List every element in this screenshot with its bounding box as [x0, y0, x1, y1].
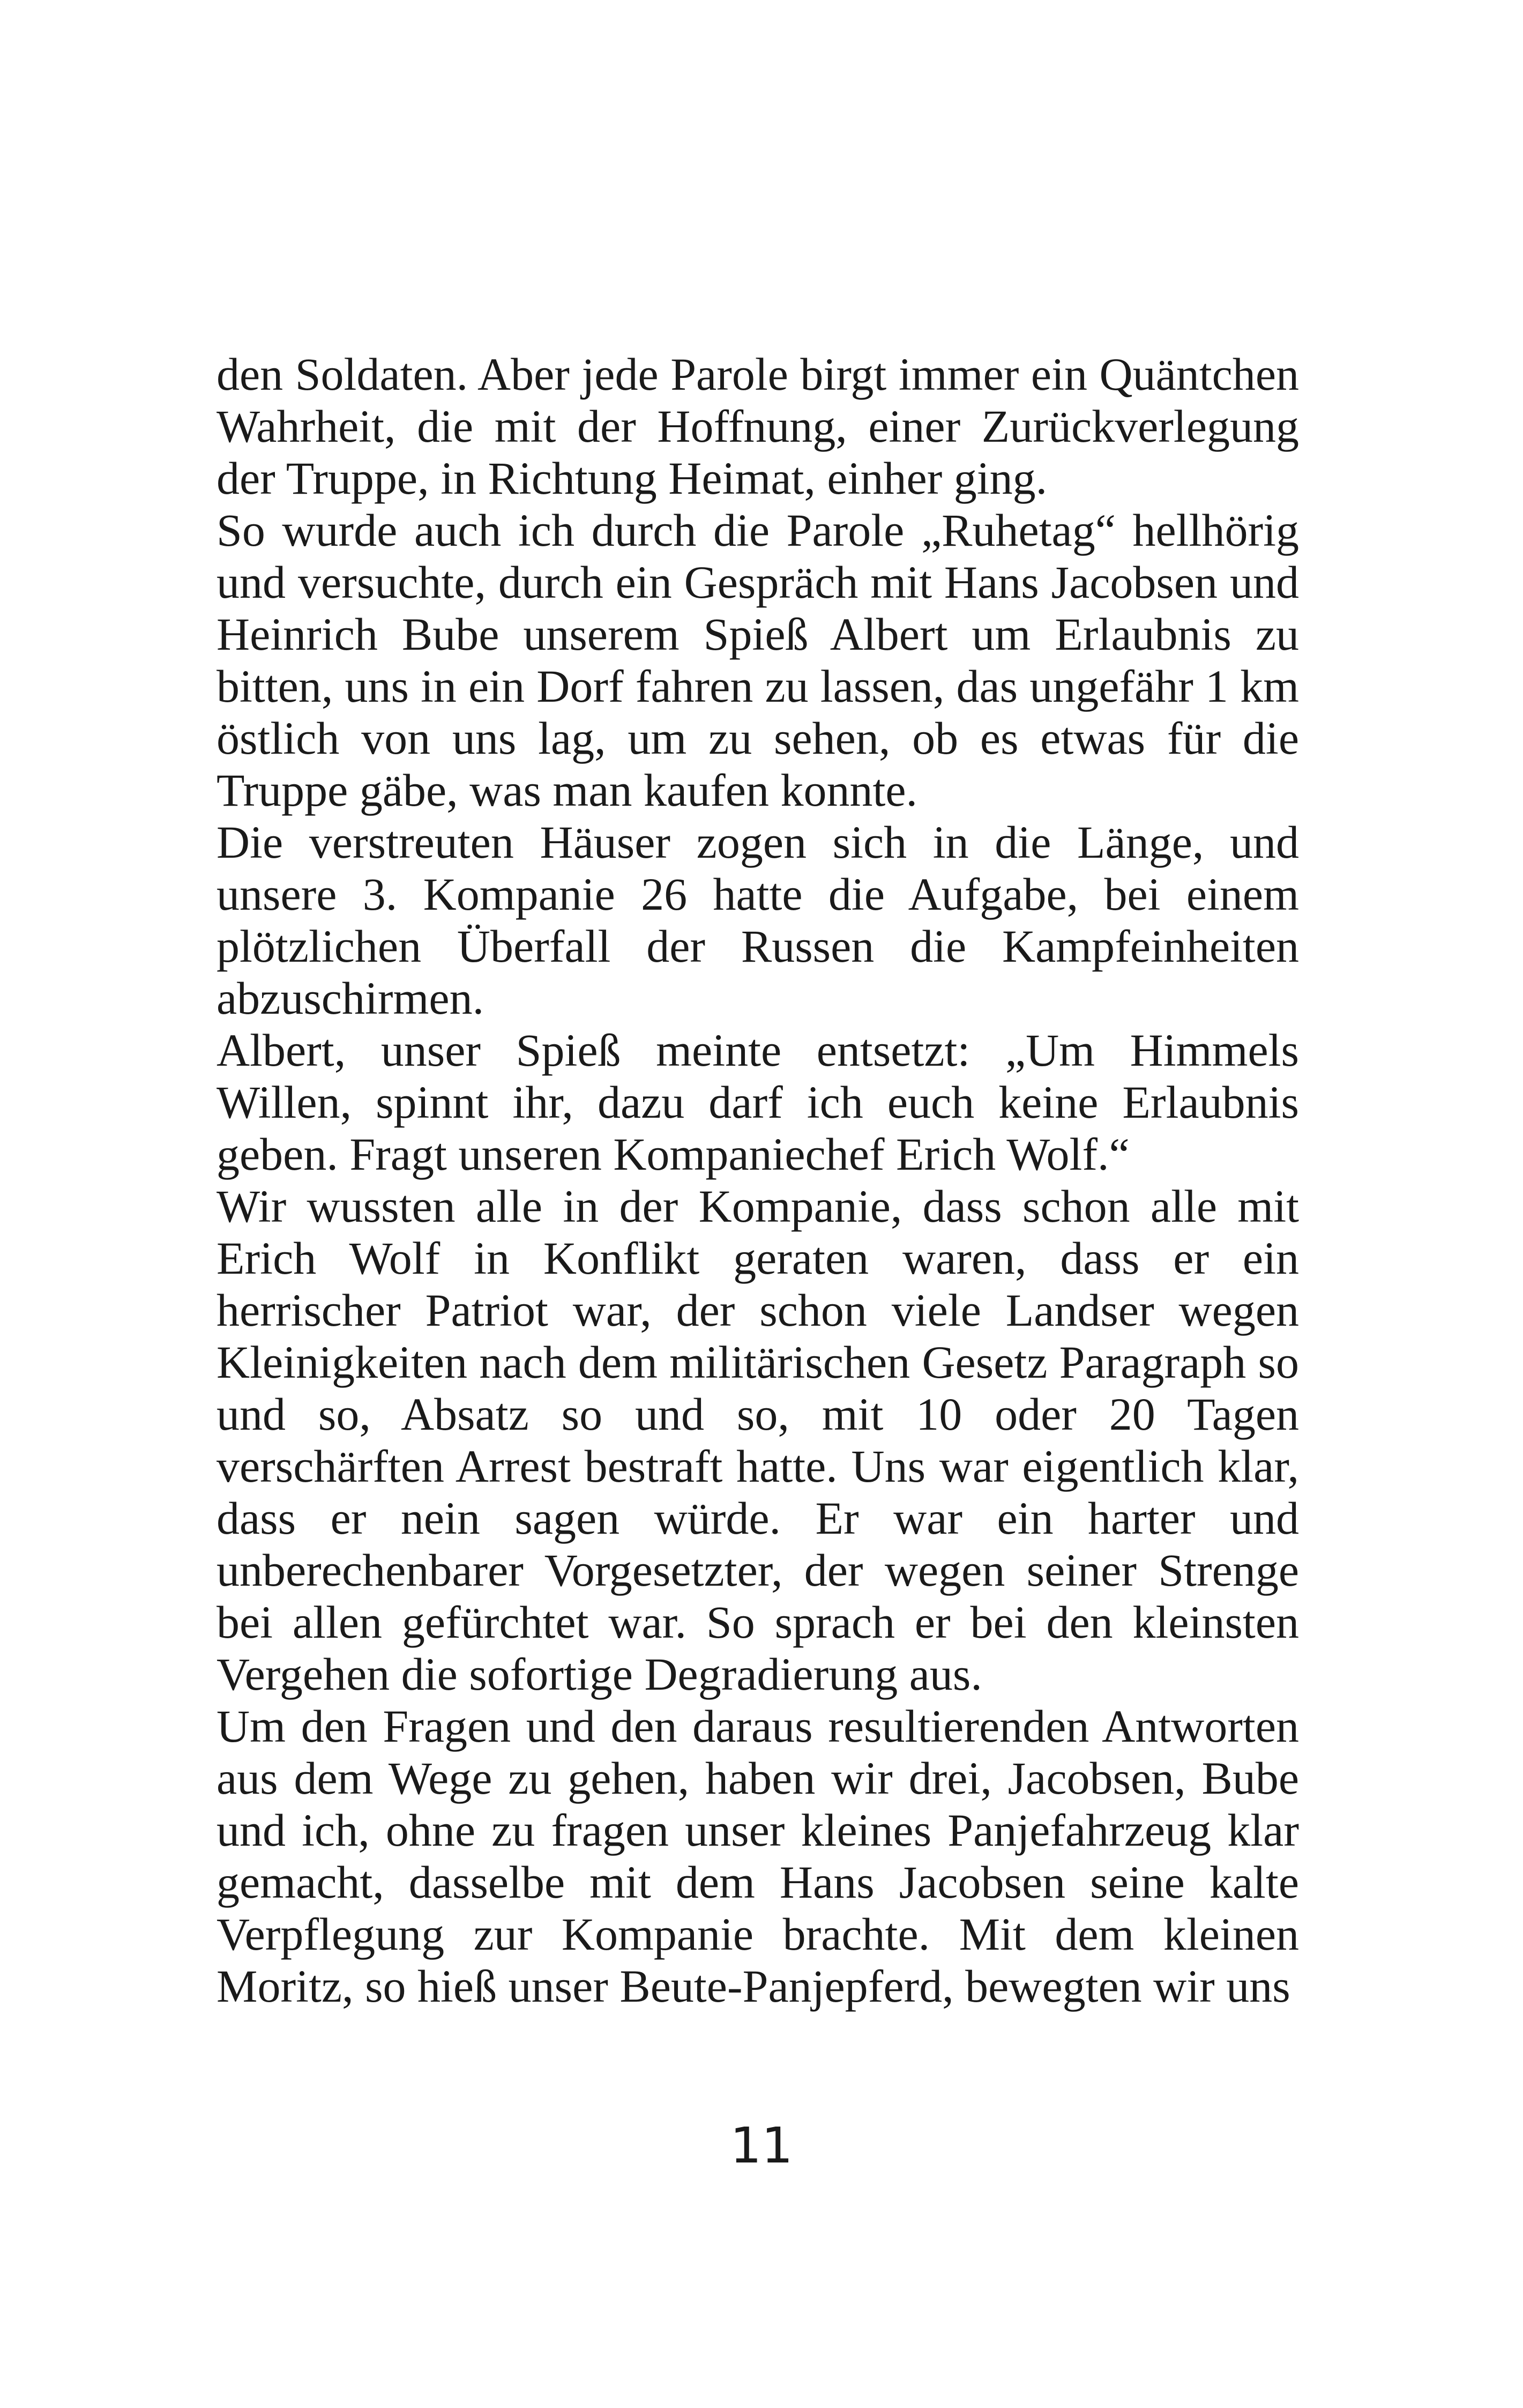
paragraph: den Soldaten. Aber jede Parole birgt immer ein Quäntchen Wahrheit, die mit der Hoffnung, einer Zurückverlegung der Truppe, in Richtung Heimat, einher ging. — [216, 348, 1299, 504]
paragraph: So wurde auch ich durch die Parole „Ruhetag“ hellhörig und versuchte, durch ein Gespräch mit Hans Jacobsen und Heinrich Bube unserem Spieß Albert um Erlaubnis zu bitten, uns in ein Dorf fahren zu lassen, das ungefähr 1 km östlich von uns lag, um zu sehen, ob es etwas für die Truppe gäbe, was man kaufen konnte. — [216, 504, 1299, 816]
paragraph: Albert, unser Spieß meinte entsetzt: „Um Himmels Willen, spinnt ihr, dazu darf ich euch keine Erlaubnis geben. Fragt unseren Kompaniechef Erich Wolf.“ — [216, 1024, 1299, 1180]
paragraph: Die verstreuten Häuser zogen sich in die Länge, und unsere 3. Kompanie 26 hatte die Aufgabe, bei einem plötzlichen Überfall der Russen die Kampfeinheiten abzuschirmen. — [216, 816, 1299, 1024]
page-number: 11 — [730, 2117, 793, 2174]
paragraph: Wir wussten alle in der Kompanie, dass schon alle mit Erich Wolf in Konflikt geraten waren, dass er ein herrischer Patriot war, der schon viele Landser wegen Kleinigkeiten nach dem militärischen Gesetz Paragraph so und so, Absatz so und so, mit 10 oder 20 Tagen verschärften Arrest bestraft hatte. Uns war eigentlich klar, dass er nein sagen würde. Er war ein harter und unberechenbarer Vorgesetzter, der wegen seiner Strenge bei allen gefürchtet war. So sprach er bei den kleinsten Vergehen die sofortige Degradierung aus. — [216, 1180, 1299, 1700]
body-text — [216, 348, 1299, 2012]
paragraph: Um den Fragen und den daraus resultierenden Antworten aus dem Wege zu gehen, haben wir drei, Jacobsen, Bube und ich, ohne zu fragen unser kleines Panjefahrzeug klar gemacht, dasselbe mit dem Hans Jacobsen seine kalte Verpflegung zur Kompanie brachte. Mit dem kleinen Moritz, so hieß unser Beute-Panjepferd, bewegten wir uns — [216, 1700, 1299, 2012]
